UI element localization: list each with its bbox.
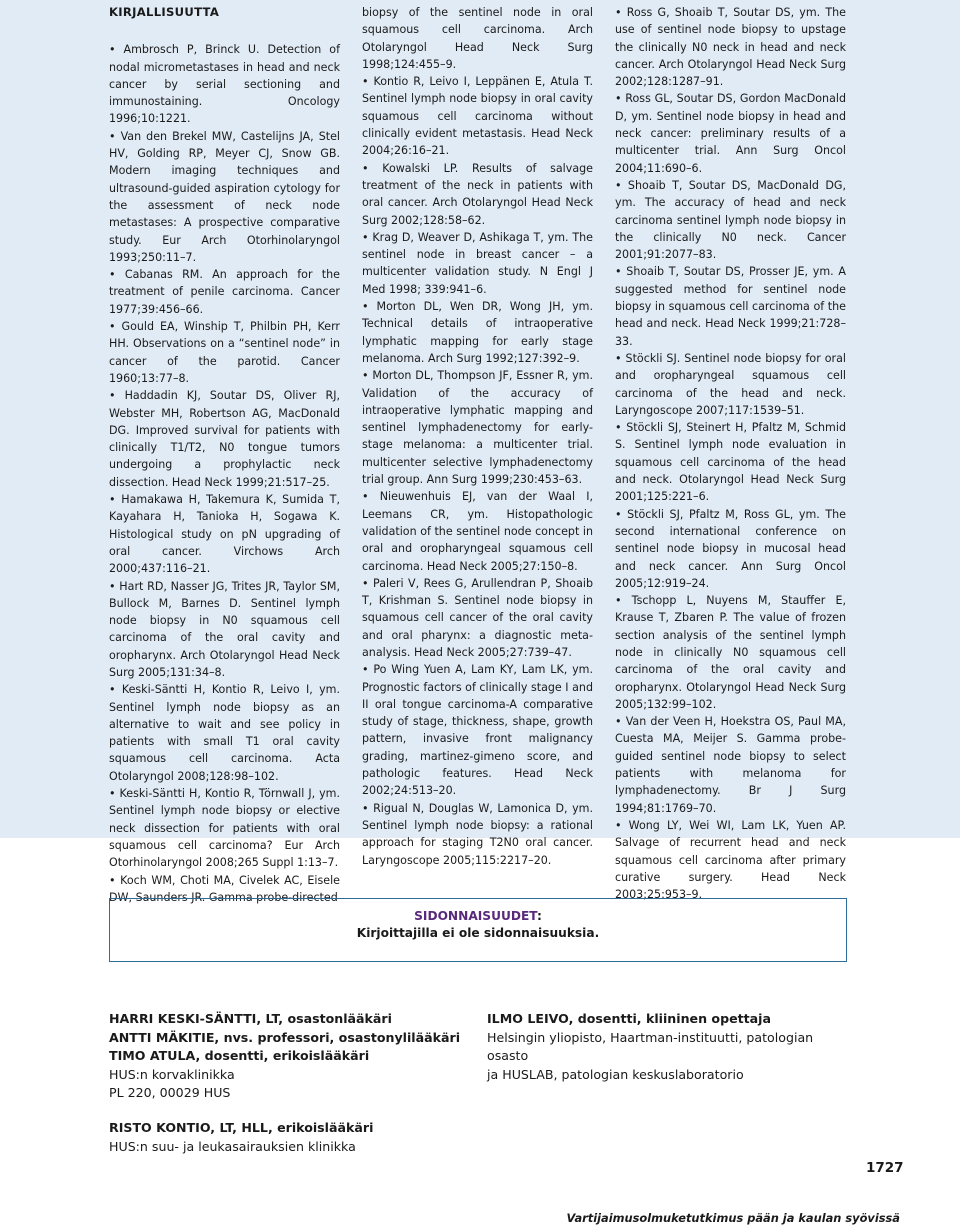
reference-item: • Po Wing Yuen A, Lam KY, Lam LK, ym. Prognostic factors of clinically stage I and II oral tongue carcinoma-A comparative study of stage, thickness, shape, growth pattern, invasive front malignancy grading, martinez-gimeno score, and pathologic features. Head Neck 2002;24:513–20. [362,663,593,798]
reference-item: • Cabanas RM. An approach for the treatment of penile carcinoma. Cancer 1977;39:456–66. [109,268,340,316]
author-name: RISTO KONTIO, LT, HLL, erikoislääkäri [109,1120,374,1135]
reference-item: • Ross GL, Soutar DS, Gordon MacDonald D, ym. Sentinel node biopsy in head and neck cancer: preliminary results of a multicenter trial. Ann Surg Oncol 2004;11:690–6. [615,92,846,175]
author-block-left [109,1010,469,1103]
reference-item: • Van den Brekel MW, Castelijns JA, Stel HV, Golding RP, Meyer CJ, Snow GB. Modern imaging techniques and ultrasound-guided aspiration cytology for the assessment of neck node metastases: A prospective comparative study. Eur Arch Otorhinolaryngol 1993;250:11–7. [109,129,340,264]
author-affiliation: ja HUSLAB, patologian keskuslaboratorio [487,1066,744,1082]
reference-item: • Paleri V, Rees G, Arullendran P, Shoaib T, Krishman S. Sentinel node biopsy in squamous cell cancer of the oral cavity and oral pharynx: a diagnostic meta-analysis. Head Neck 2005;27:739–47. [362,576,593,659]
reference-item: • Ross G, Shoaib T, Soutar DS, ym. The use of sentinel node biopsy to upstage the clinically N0 neck in head and neck cancer. Arch Otolaryngol Head Neck Surg 2002;128:1287–91. [615,6,846,89]
reference-item: • Morton DL, Thompson JF, Essner R, ym. Validation of the accuracy of intraoperative lymphatic mapping and sentinel lymphadenectomy for early-stage melanoma: a multicenter trial. multicenter selective lymphadenectomy trial group. Ann Surg 1999;230:453–63. [362,369,593,487]
reference-item: • Ambrosch P, Brinck U. Detection of nodal micrometastases in head and neck cancer by serial sectioning and immunostaining. Oncology 1996;10:1221. [109,43,340,126]
reference-item: • Wong LY, Wei WI, Lam LK, Yuen AP. Salvage of recurrent head and neck squamous cell carcinoma after primary curative surgery. Head Neck 2003;25:953–9. [615,818,846,902]
references-column-2 [362,4,593,869]
author-name: ILMO LEIVO, dosentti, kliininen opettaja [487,1011,771,1026]
author-name: ANTTI MÄKITIE, nvs. professori, osastonylilääkäri [109,1029,461,1045]
disclosure-box [109,898,847,962]
reference-item: • Gould EA, Winship T, Philbin PH, Kerr HH. Observations on a “sentinel node” in cancer of the parotid. Cancer 1960;13:77–8. [109,320,340,385]
reference-continuation: biopsy of the sentinel node in oral squamous cell carcinoma. Arch Otolaryngol Head Neck Surg 1998;124:455–9. [362,6,593,71]
reference-item: • Nieuwenhuis EJ, van der Waal I, Leemans CR, ym. Histopathologic validation of the sentinel node concept in oral and oropharyngeal squamous cell carcinoma. Head Neck 2005;27:150–8. [362,490,593,573]
disclosure-title: SIDONNAISUUDET [414,909,537,923]
reference-item: • Keski-Säntti H, Kontio R, Törnwall J, ym. Sentinel lymph node biopsy or elective neck dissection for patients with oral squamous cell carcinoma? Eur Arch Otorhinolaryngol 2008;265 Suppl 1:13–7. [109,787,340,870]
disclosure-text: Kirjoittajilla ei ole sidonnaisuuksia. [356,926,600,940]
author-address: PL 220, 00029 HUS [109,1085,231,1100]
author-affiliation: HUS:n suu- ja leukasairauksien klinikka [109,1138,356,1154]
author-affiliation: HUS:n korvaklinikka [109,1066,235,1082]
page-number: 1727 [866,1160,904,1176]
reference-item: • Tschopp L, Nuyens M, Stauffer E, Krause T, Zbaren P. The value of frozen section analysis of the sentinel lymph node in clinically N0 squamous cell carcinoma of the oral cavity and oropharynx. Otolaryngol Head Neck Surg 2005;132:99–102. [615,594,846,711]
reference-item: • Hamakawa H, Takemura K, Sumida T, Kayahara H, Tanioka H, Sogawa K. Histological study on pN upgrading of oral cancer. Virchows Arch 2000;437:116–21. [109,493,340,576]
author-name: TIMO ATULA, dosentti, erikoislääkäri [109,1048,370,1063]
author-block-left-2 [109,1119,469,1156]
reference-item: • Morton DL, Wen DR, Wong JH, ym. Technical details of intraoperative lymphatic mapping for early stage melanoma. Arch Surg 1992;127:392–9. [362,300,593,365]
reference-item: • Stöckli SJ. Sentinel node biopsy for oral and oropharyngeal squamous cell carcinoma of the head and neck. Laryngoscope 2007;117:1539–51. [615,351,846,417]
reference-item: • Keski-Säntti H, Kontio R, Leivo I, ym. Sentinel lymph node biopsy as an alternative to wait and see policy in patients with small T1 oral cavity squamous cell carcinoma. Acta Otolaryngol 2008;128:98–102. [109,683,340,783]
reference-item: • Koch WM, Choti MA, Civelek AC, Eisele DW, Saunders JR. Gamma probe-directed [109,873,340,904]
references-column-1 [109,4,340,906]
references-heading: KIRJALLISUUTTA [109,5,220,19]
running-footer: Vartijaimusolmuketutkimus pään ja kaulan syövissä [566,1211,900,1225]
reference-item: • Rigual N, Douglas W, Lamonica D, ym. Sentinel lymph node biopsy: a rational approach for staging T2N0 oral cancer. Laryngoscope 2005;115:2217–20. [362,801,593,867]
reference-item: • Van der Veen H, Hoekstra OS, Paul MA, Cuesta MA, Meijer S. Gamma probe-guided sentinel node biopsy to select patients with melanoma for lymphadenectomy. Br J Surg 1994;81:1769–70. [615,715,846,815]
author-affiliation: Helsingin yliopisto, Haartman-instituutti, patologian osasto [487,1029,814,1063]
author-block-right [487,1010,827,1084]
disclosure-colon: : [536,909,542,923]
reference-item: • Stöckli SJ, Pfaltz M, Ross GL, ym. The second international conference on sentinel node biopsy in mucosal head and neck cancer. Ann Surg Oncol 2005;12:919–24. [615,507,846,590]
reference-item: • Hart RD, Nasser JG, Trites JR, Taylor SM, Bullock M, Barnes D. Sentinel lymph node biopsy in N0 squamous cell carcinoma of the oral cavity and oropharynx. Arch Otolaryngol Head Neck Surg 2005;131:34–8. [109,579,340,679]
reference-item: • Kontio R, Leivo I, Leppänen E, Atula T. Sentinel lymph node biopsy in oral cavity squamous cell carcinoma without clinically evident metastasis. Head Neck 2004;26:16–21. [362,75,593,158]
reference-item: • Stöckli SJ, Steinert H, Pfaltz M, Schmid S. Sentinel lymph node evaluation in squamous cell carcinoma of the head and neck. Otolaryngol Head Neck Surg 2001;125:221–6. [615,421,846,504]
author-name: HARRI KESKI-SÄNTTI, LT, osastonlääkäri [109,1011,392,1026]
reference-item: • Haddadin KJ, Soutar DS, Oliver RJ, Webster MH, Robertson AG, MacDonald DG. Improved survival for patients with clinically T1/T2, N0 tongue tumors undergoing a prophylactic neck dissection. Head Neck 1999;21:517–25. [109,389,340,489]
references-column-3 [615,4,846,903]
reference-item: • Shoaib T, Soutar DS, MacDonald DG, ym. The accuracy of head and neck carcinoma sentinel lymph node biopsy in the clinically N0 neck. Cancer 2001;91:2077–83. [615,178,846,262]
reference-item: • Shoaib T, Soutar DS, Prosser JE, ym. A suggested method for sentinel node biopsy in squamous cell carcinoma of the head and neck. Head Neck 1999;21:728–33. [615,265,846,348]
reference-item: • Kowalski LP. Results of salvage treatment of the neck in patients with oral cancer. Arch Otolaryngol Head Neck Surg 2002;128:58–62. [362,161,593,227]
reference-item: • Krag D, Weaver D, Ashikaga T, ym. The sentinel node in breast cancer – a multicenter validation study. N Engl J Med 1998; 339:941–6. [362,230,593,296]
